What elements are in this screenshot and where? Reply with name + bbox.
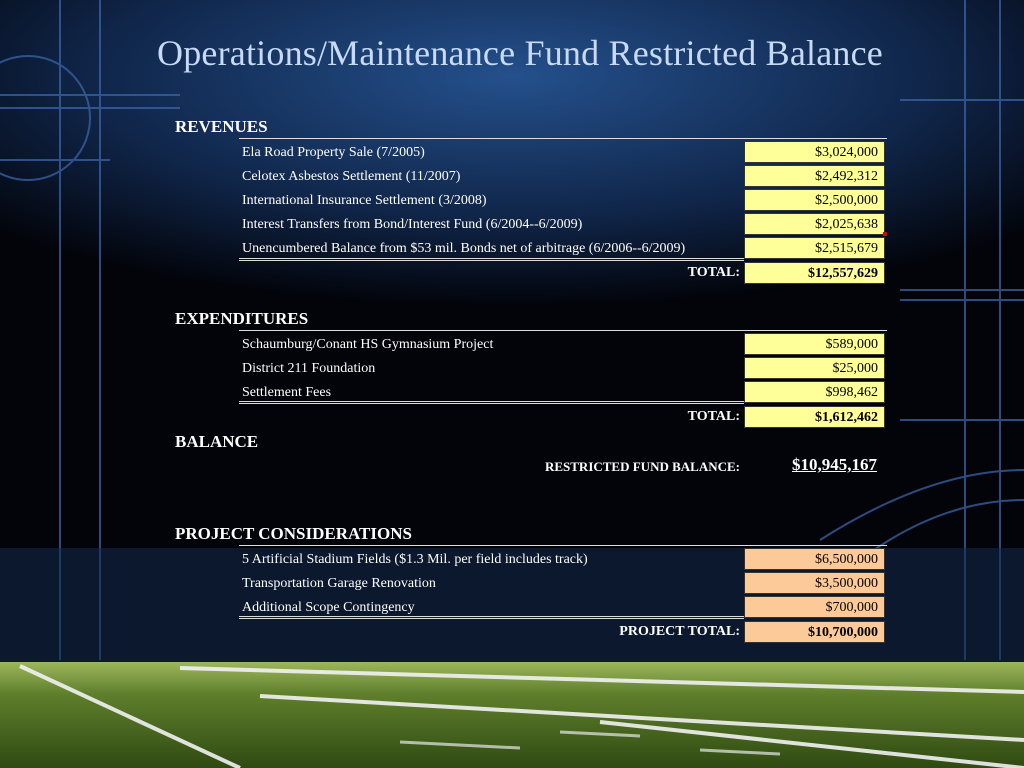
revenues-bottom-rule — [239, 258, 744, 261]
revenue-row — [239, 165, 887, 189]
project-total-label: PROJECT TOTAL: — [619, 624, 740, 639]
expenditures-total-label: TOTAL: — [687, 409, 740, 424]
project-amount: $3,500,000 — [744, 572, 885, 594]
expenditures-heading: EXPENDITURES — [175, 309, 309, 328]
revenue-row — [239, 213, 887, 237]
balance-heading: BALANCE — [175, 432, 259, 451]
revenues-heading: REVENUES — [175, 117, 268, 136]
revenues-total-label: TOTAL: — [687, 265, 740, 280]
expenditure-amount: $25,000 — [744, 357, 885, 379]
expenditures-bottom-rule — [239, 401, 744, 404]
revenues-top-rule — [239, 138, 887, 139]
expenditures-top-rule — [239, 330, 887, 331]
restricted-fund-balance-label: RESTRICTED FUND BALANCE: — [544, 459, 740, 474]
expenditure-row — [239, 333, 887, 357]
project-amount: $6,500,000 — [744, 548, 885, 570]
project-row — [239, 548, 887, 572]
restricted-fund-balance-value: $10,945,167 — [792, 455, 877, 474]
revenue-label: Celotex Asbestos Settlement (11/2007) — [242, 169, 461, 184]
project-label: 5 Artificial Stadium Fields ($1.3 Mil. per field includes track) — [242, 552, 588, 567]
revenue-label: International Insurance Settlement (3/2008) — [242, 193, 487, 208]
projects-bottom-rule — [239, 616, 744, 619]
projects-heading: PROJECT CONSIDERATIONS — [175, 524, 412, 543]
expenditures-total-value: $1,612,462 — [744, 406, 885, 428]
expenditure-label: Schaumburg/Conant HS Gymnasium Project — [242, 337, 494, 352]
expenditure-amount: $589,000 — [744, 333, 885, 355]
project-total-value: $10,700,000 — [744, 621, 885, 643]
football-field-image — [0, 662, 1024, 768]
project-label: Additional Scope Contingency — [242, 600, 415, 615]
revenue-amount: $2,500,000 — [744, 189, 885, 211]
revenue-amount: $2,515,679 — [744, 237, 885, 259]
revenue-label: Ela Road Property Sale (7/2005) — [242, 145, 425, 160]
revenue-label: Unencumbered Balance from $53 mil. Bonds net of arbitrage (6/2006--6/2009) — [242, 241, 686, 256]
projects-top-rule — [239, 545, 887, 546]
expenditure-label: District 211 Foundation — [242, 361, 376, 376]
expenditure-label: Settlement Fees — [242, 385, 332, 400]
expenditure-amount: $998,462 — [744, 381, 885, 403]
project-row — [239, 572, 887, 596]
revenue-label: Interest Transfers from Bond/Interest Fund (6/2004--6/2009) — [242, 217, 583, 232]
red-mark-decoration — [883, 232, 887, 236]
page-title: Operations/Maintenance Fund Restricted Balance — [157, 33, 883, 73]
expenditure-row — [239, 357, 887, 381]
revenue-row — [239, 141, 887, 165]
project-label: Transportation Garage Renovation — [242, 576, 436, 591]
project-amount: $700,000 — [744, 596, 885, 618]
revenues-total-value: $12,557,629 — [744, 262, 885, 284]
revenue-amount: $2,492,312 — [744, 165, 885, 187]
revenue-amount: $3,024,000 — [744, 141, 885, 163]
revenue-row — [239, 189, 887, 213]
revenue-amount: $2,025,638 — [744, 213, 885, 235]
